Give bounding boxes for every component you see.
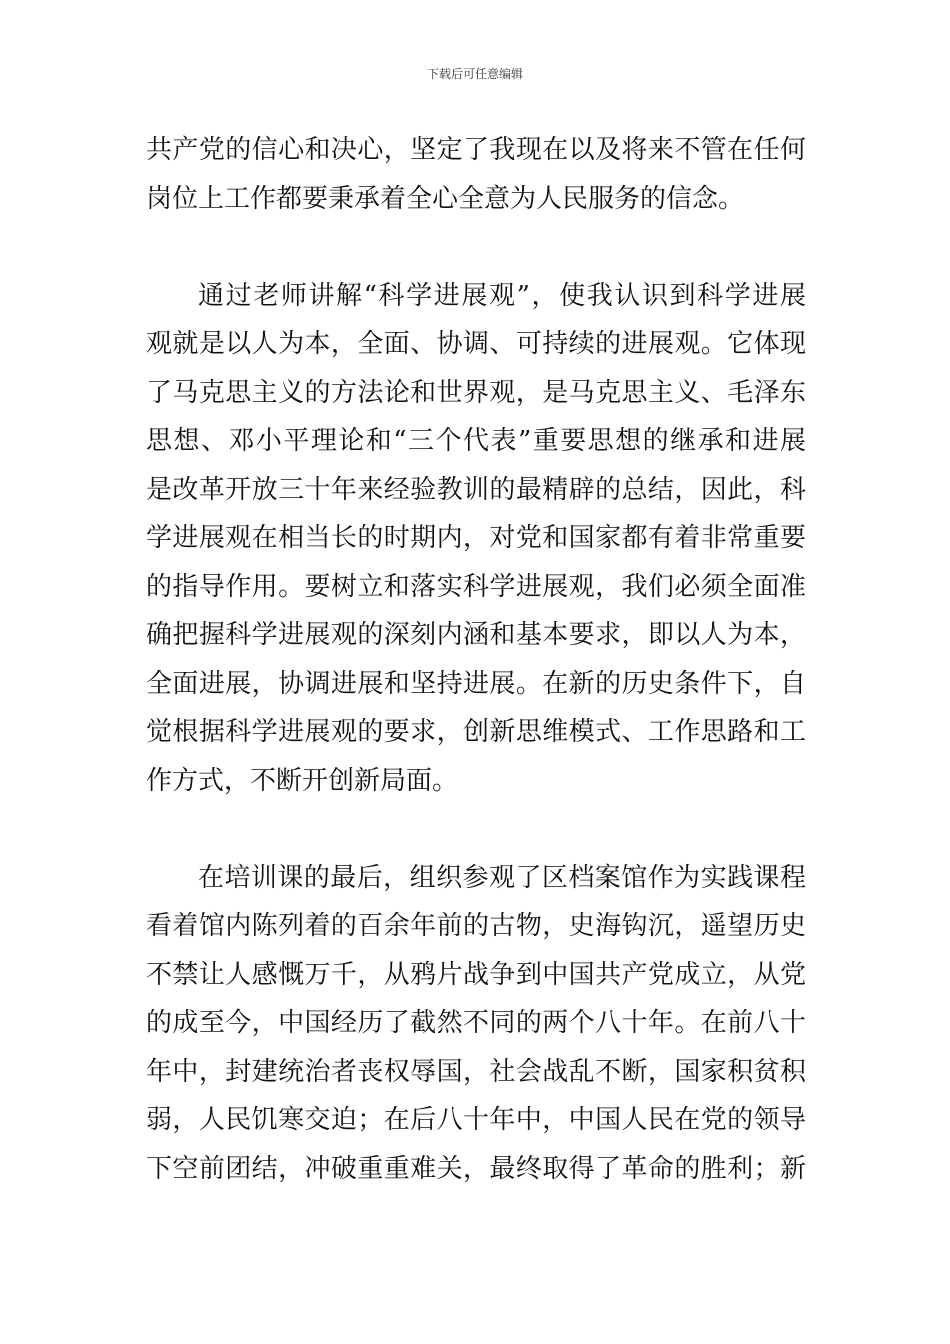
text-line: 年中，封建统治者丧权辱国，社会战乱不断，国家积贫积	[146, 1056, 806, 1087]
body-text	[146, 126, 806, 1193]
paragraph-gap	[146, 223, 806, 272]
text-line: 作方式，不断开创新局面。	[146, 765, 459, 796]
text-line: 不禁让人感慨万千，从鸦片战争到中国共产党成立，从党	[146, 959, 806, 990]
text-line: 看着馆内陈列着的百余年前的古物，史海钩沉，遥望历史	[146, 911, 806, 941]
paragraph-gap	[146, 805, 806, 854]
text-line: 学进展观在相当长的时期内，对党和国家都有着非常重要	[146, 523, 806, 553]
paragraph-1	[146, 126, 806, 223]
text-line: 思想、邓小平理论和“三个代表”重要思想的继承和进展	[146, 426, 806, 456]
paragraph-3	[146, 854, 806, 1194]
text-line: 在培训课的最后，组织参观了区档案馆作为实践课程	[198, 862, 806, 893]
text-line: 全面进展，协调进展和坚持进展。在新的历史条件下，自	[146, 668, 806, 699]
text-line: 是改革开放三十年来经验教训的最精辟的总结，因此，科	[146, 474, 806, 505]
header-note: 下载后可任意编辑	[426, 67, 523, 81]
paragraph-2	[146, 272, 806, 806]
text-line: 觉根据科学进展观的要求，创新思维模式、工作思路和工	[146, 717, 806, 747]
text-line: 确把握科学进展观的深刻内涵和基本要求，即以人为本，	[146, 620, 806, 650]
text-line: 下空前团结，冲破重重难关，最终取得了革命的胜利；新	[146, 1153, 806, 1184]
text-line: 弱，人民饥寒交迫；在后八十年中，中国人民在党的领导	[146, 1105, 806, 1135]
text-line: 观就是以人为本，全面、协调、可持续的进展观。它体现	[146, 329, 806, 359]
text-line: 共产党的信心和决心，坚定了我现在以及将来不管在任何	[146, 135, 806, 165]
text-line: 的指导作用。要树立和落实科学进展观，我们必须全面准	[146, 571, 806, 602]
text-line: 了马克思主义的方法论和世界观，是马克思主义、毛泽东	[146, 377, 806, 408]
text-line: 的成至今，中国经历了截然不同的两个八十年。在前八十	[146, 1008, 806, 1038]
text-line: 通过老师讲解“科学进展观”，使我认识到科学进展	[198, 280, 806, 311]
text-line: 岗位上工作都要秉承着全心全意为人民服务的信念。	[146, 183, 745, 214]
